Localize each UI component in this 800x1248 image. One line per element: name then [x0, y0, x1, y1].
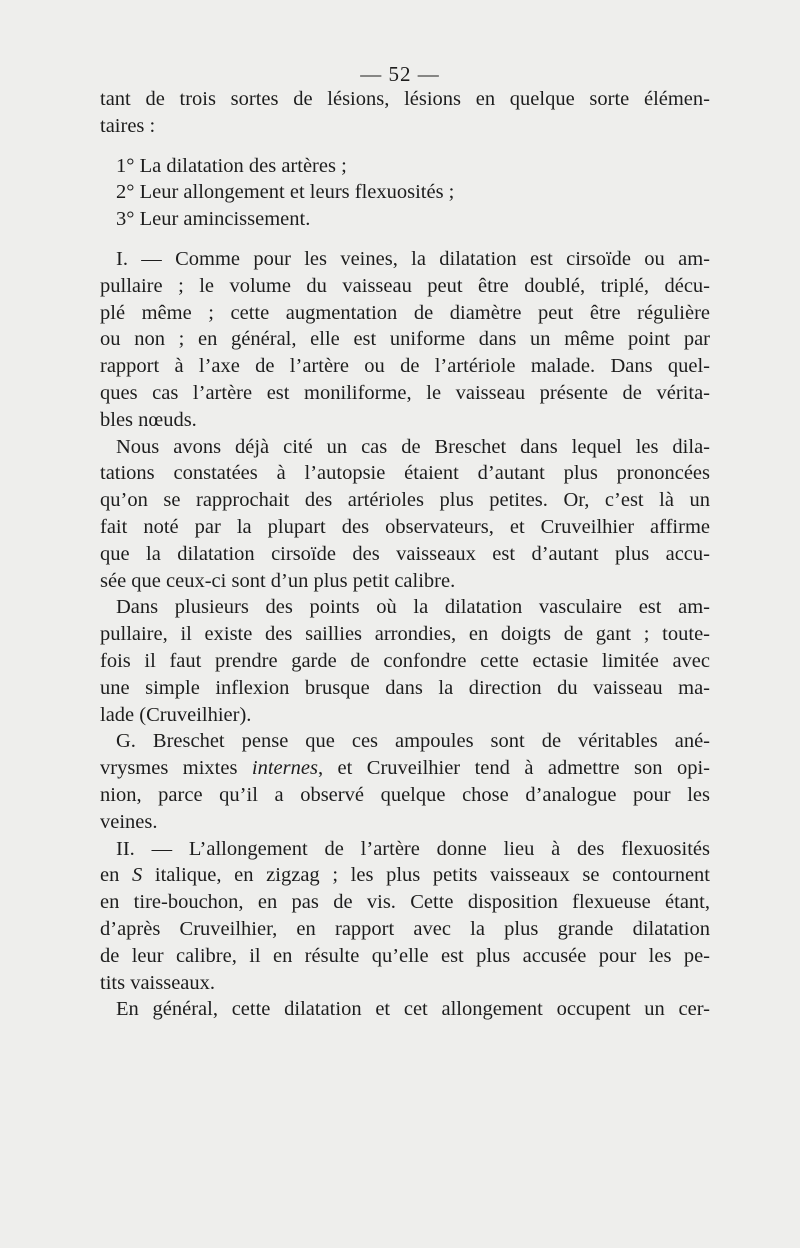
text-line: veines. [100, 810, 158, 833]
text-line: G. Breschet pense que ces ampoules sont de véritables ané- [116, 730, 710, 753]
text-line: ou non ; en général, elle est uniforme dans un même point par [100, 328, 710, 351]
text-line: tations constatées à l’autopsie étaient d’autant plus prononcées [100, 462, 710, 485]
section-1-paragraph [100, 246, 710, 434]
list-item: 3° Leur amincissement. [116, 208, 311, 231]
text-fragment: , et Cruveilhier tend à admettre son opi- [317, 757, 710, 780]
text-line: rapport à l’axe de l’artère ou de l’artériole malade. Dans quel- [100, 355, 710, 378]
text-line: en tire-bouchon, en pas de vis. Cette disposition flexueuse étant, [100, 891, 710, 914]
text-line: ques cas l’artère est moniliforme, le vaisseau présente de vérita- [100, 381, 710, 404]
text-fragment: en [100, 864, 133, 887]
section-2-paragraph-2 [100, 996, 710, 1023]
text-line: I. — Comme pour les veines, la dilatation est cirsoïde ou am- [116, 247, 710, 270]
text-line: que la dilatation cirsoïde des vaisseaux est d’autant plus accu- [100, 542, 710, 565]
page-number: — 52 — [360, 62, 440, 86]
text-line [100, 862, 710, 889]
text-line: tant de trois sortes de lésions, lésions en quelque sorte élémen- [100, 88, 710, 110]
text-line: nion, parce qu’il a observé quelque chose d’analogue pour les [100, 783, 710, 806]
text-line: bles nœuds. [100, 408, 197, 431]
text-fragment: italique, en zigzag ; les plus petits vaisseaux se contournent [142, 864, 710, 887]
text-line: lade (Cruveilhier). [100, 703, 252, 726]
text-line [100, 755, 710, 782]
italic-letter: S [132, 864, 143, 887]
lesion-list [100, 153, 710, 233]
text-line: taires : [100, 114, 156, 137]
text-line: plé même ; cette augmentation de diamètre peut être régulière [100, 301, 710, 324]
text-line: pullaire ; le volume du vaisseau peut être doublé, triplé, décu- [100, 274, 710, 297]
list-item: 2° Leur allongement et leurs flexuosités ; [116, 181, 455, 204]
text-fragment: vrysmes mixtes [100, 757, 252, 780]
text-line: Nous avons déjà cité un cas de Breschet dans lequel les dila- [116, 435, 710, 458]
intro-paragraph [100, 86, 710, 140]
text-line: une simple inflexion brusque dans la direction du vaisseau ma- [100, 676, 710, 699]
text-line: II. — L’allongement de l’artère donne lieu à des flexuosités [116, 837, 710, 860]
section-2-paragraph [100, 836, 710, 997]
text-line: fois il faut prendre garde de confondre cette ectasie limitée avec [100, 649, 710, 672]
section-1-paragraph-3 [100, 594, 710, 728]
section-1-paragraph-2 [100, 434, 710, 595]
text-line: pullaire, il existe des saillies arrondies, en doigts de gant ; toute- [100, 623, 710, 646]
text-line: qu’on se rapprochait des artérioles plus petites. Or, c’est là un [100, 489, 710, 512]
text-line: sée que ceux-ci sont d’un plus petit calibre. [100, 569, 456, 592]
italic-word: internes [251, 757, 318, 780]
text-line: En général, cette dilatation et cet allongement occupent un cer- [116, 998, 710, 1021]
text-line: de leur calibre, il en résulte qu’elle est plus accusée pour les pe- [100, 944, 710, 967]
section-1-paragraph-4 [100, 728, 710, 835]
text-line: Dans plusieurs des points où la dilatation vasculaire est am- [116, 596, 710, 619]
list-item: 1° La dilatation des artères ; [116, 154, 347, 177]
text-line: d’après Cruveilhier, en rapport avec la plus grande dilatation [100, 917, 710, 940]
text-line: fait noté par la plupart des observateurs, et Cruveilhier affirme [100, 515, 710, 538]
text-line: tits vaisseaux. [100, 971, 216, 994]
body-text [100, 86, 710, 1023]
